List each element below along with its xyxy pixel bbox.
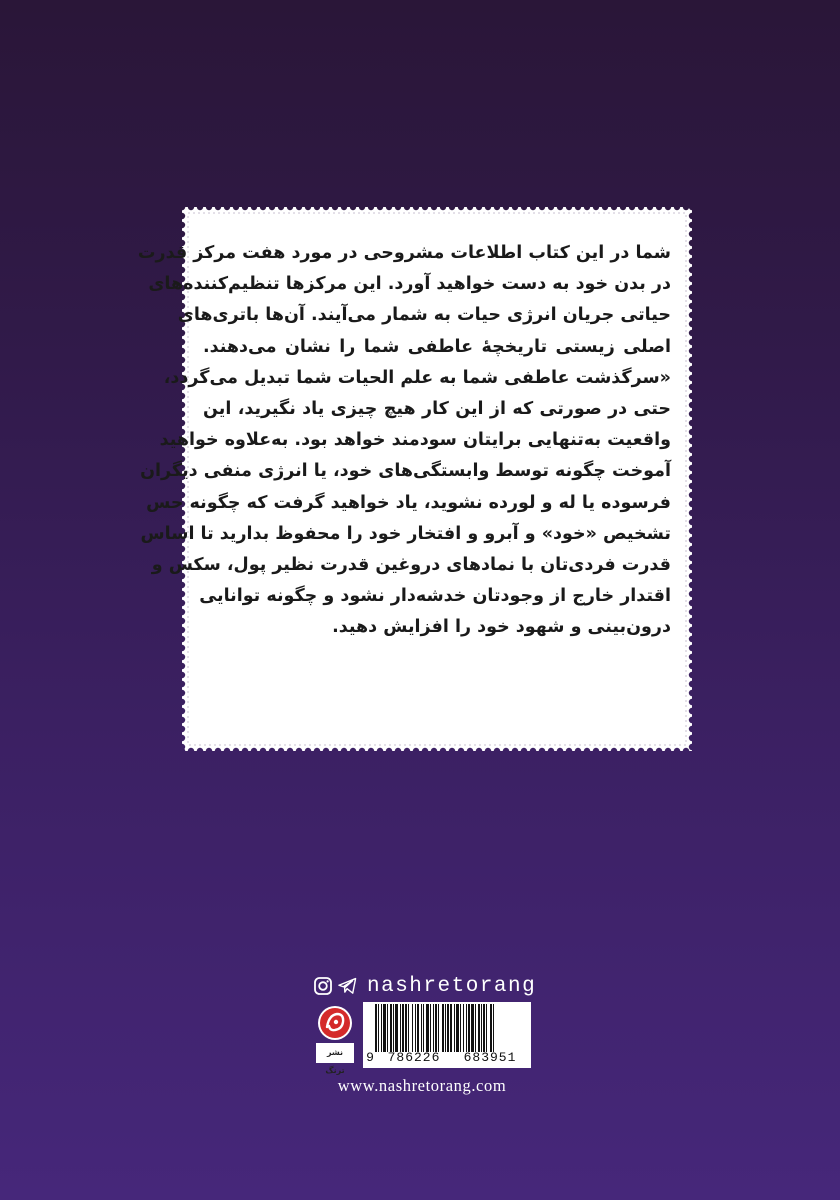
barcode-lead-digit: 9 (366, 1050, 374, 1065)
description-line: در بدن خود به دست خواهید آورد. این مرکزها تنظیم‌کننده‌های (148, 274, 671, 295)
description-line: آموخت چگونه توسط وابستگی‌های خود، یا انرژی منفی دیگران (140, 461, 671, 482)
isbn-barcode (363, 1002, 531, 1068)
description-line: اصلی زیستی تاریخچهٔ عاطفی شما را نشان می‌دهند. (203, 336, 671, 357)
description-line: قدرت فردی‌تان با نمادهای دروغین قدرت نظیر پول، سکس و (151, 555, 671, 576)
description-line: حتی در صورتی که از این کار هیچ چیزی یاد نگیرید، این (203, 399, 671, 420)
instagram-icon[interactable] (314, 977, 332, 996)
description-line: شما در این کتاب اطلاعات مشروحی در مورد هفت مرکز قدرت (137, 243, 671, 263)
barcode-group-1: 786226 (387, 1050, 441, 1065)
social-bar (314, 974, 537, 998)
description-text (137, 210, 689, 748)
description-line: اقتدار خارج از وجودتان خدشه‌دار نشود و چگونه توانایی (199, 586, 671, 607)
description-line: درون‌بینی و شهود خود را افزایش دهید. (332, 617, 671, 638)
description-line: «سرگذشت عاطفی شما به علم الحیات شما تبدیل می‌گردد، (163, 367, 671, 388)
description-line: تشخیص «خود» و آبرو و افتخار خود را محفوظ بدارید تا اساس (140, 523, 671, 544)
description-line: واقعیت به‌تنهایی برایتان سودمند خواهد بود. به‌علاوه خواهید (159, 430, 671, 451)
telegram-icon[interactable] (338, 977, 357, 996)
description-line: فرسوده یا له و لورده نشوید، یاد خواهید گرفت که چگونه حس (146, 492, 671, 513)
publisher-logo (315, 1003, 355, 1075)
barcode-group-2: 683951 (463, 1050, 517, 1065)
social-handle[interactable]: nashretorang (367, 974, 537, 998)
website-url[interactable]: www.nashretorang.com (337, 1076, 507, 1095)
publisher-logo-text: نشر ترنگ (325, 1048, 345, 1075)
description-line: حیاتی جریان انرژی حیات به شمار می‌آیند. آن‌ها باتری‌های (177, 305, 671, 326)
